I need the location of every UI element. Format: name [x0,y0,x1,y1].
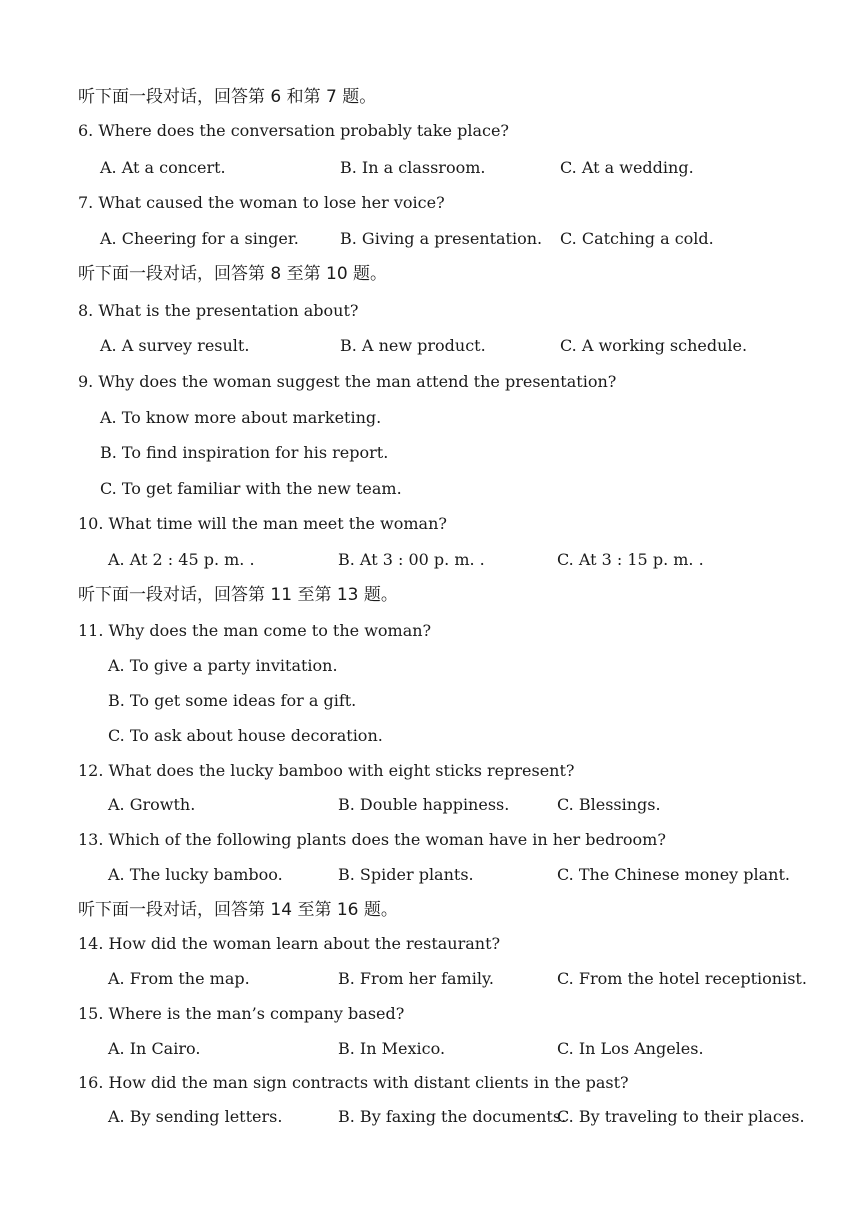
question-7: 7. What caused the woman to lose her voice? [78,193,445,212]
q10-option-a: A. At 2 : 45 p. m. . [108,550,255,569]
question-15: 15. Where is the man’s company based? [78,1004,405,1023]
q7-option-b: B. Giving a presentation. [340,229,543,248]
section-heading-6-7: 听下面一段对话，回答第 6 和第 7 题。 [78,87,377,107]
question-12: 12. What does the lucky bamboo with eight sticks represent? [78,761,575,780]
question-14: 14. How did the woman learn about the restaurant? [78,934,501,953]
q7-option-c: C. Catching a cold. [560,229,714,248]
question-6: 6. Where does the conversation probably take place? [78,121,509,140]
q12-option-c: C. Blessings. [557,795,661,814]
q14-option-a: A. From the map. [108,969,250,988]
q13-option-b: B. Spider plants. [338,865,474,884]
q15-option-c: C. In Los Angeles. [557,1039,704,1058]
q12-option-b: B. Double happiness. [338,795,510,814]
q15-option-a: A. In Cairo. [108,1039,201,1058]
q15-option-b: B. In Mexico. [338,1039,446,1058]
q9-option-c: C. To get familiar with the new team. [100,479,402,498]
q8-option-c: C. A working schedule. [560,336,748,355]
question-16: 16. How did the man sign contracts with distant clients in the past? [78,1073,629,1092]
q10-option-c: C. At 3 : 15 p. m. . [557,550,704,569]
q10-option-b: B. At 3 : 00 p. m. . [338,550,485,569]
question-11: 11. Why does the man come to the woman? [78,621,432,640]
question-9: 9. Why does the woman suggest the man attend the presentation? [78,372,617,391]
section-heading-8-10: 听下面一段对话，回答第 8 至第 10 题。 [78,264,388,284]
question-13: 13. Which of the following plants does the woman have in her bedroom? [78,830,666,849]
section-heading-11-13: 听下面一段对话，回答第 11 至第 13 题。 [78,585,398,605]
q6-option-b: B. In a classroom. [340,158,486,177]
q9-option-b: B. To find inspiration for his report. [100,443,389,462]
q8-option-b: B. A new product. [340,336,486,355]
q6-option-c: C. At a wedding. [560,158,694,177]
q16-option-c: C. By traveling to their places. [557,1107,805,1126]
question-8: 8. What is the presentation about? [78,301,359,320]
q13-option-a: A. The lucky bamboo. [108,865,283,884]
q6-option-a: A. At a concert. [100,158,226,177]
q11-option-a: A. To give a party invitation. [108,656,338,675]
q9-option-a: A. To know more about marketing. [100,408,382,427]
q11-option-c: C. To ask about house decoration. [108,726,383,745]
q16-option-b: B. By faxing the documents. [338,1107,567,1126]
section-heading-14-16: 听下面一段对话，回答第 14 至第 16 题。 [78,900,398,920]
q8-option-a: A. A survey result. [100,336,250,355]
q12-option-a: A. Growth. [108,795,196,814]
q14-option-c: C. From the hotel receptionist. [557,969,807,988]
question-10: 10. What time will the man meet the woman? [78,514,447,533]
q16-option-a: A. By sending letters. [108,1107,283,1126]
q7-option-a: A. Cheering for a singer. [100,229,299,248]
q14-option-b: B. From her family. [338,969,494,988]
q13-option-c: C. The Chinese money plant. [557,865,790,884]
q11-option-b: B. To get some ideas for a gift. [108,691,357,710]
